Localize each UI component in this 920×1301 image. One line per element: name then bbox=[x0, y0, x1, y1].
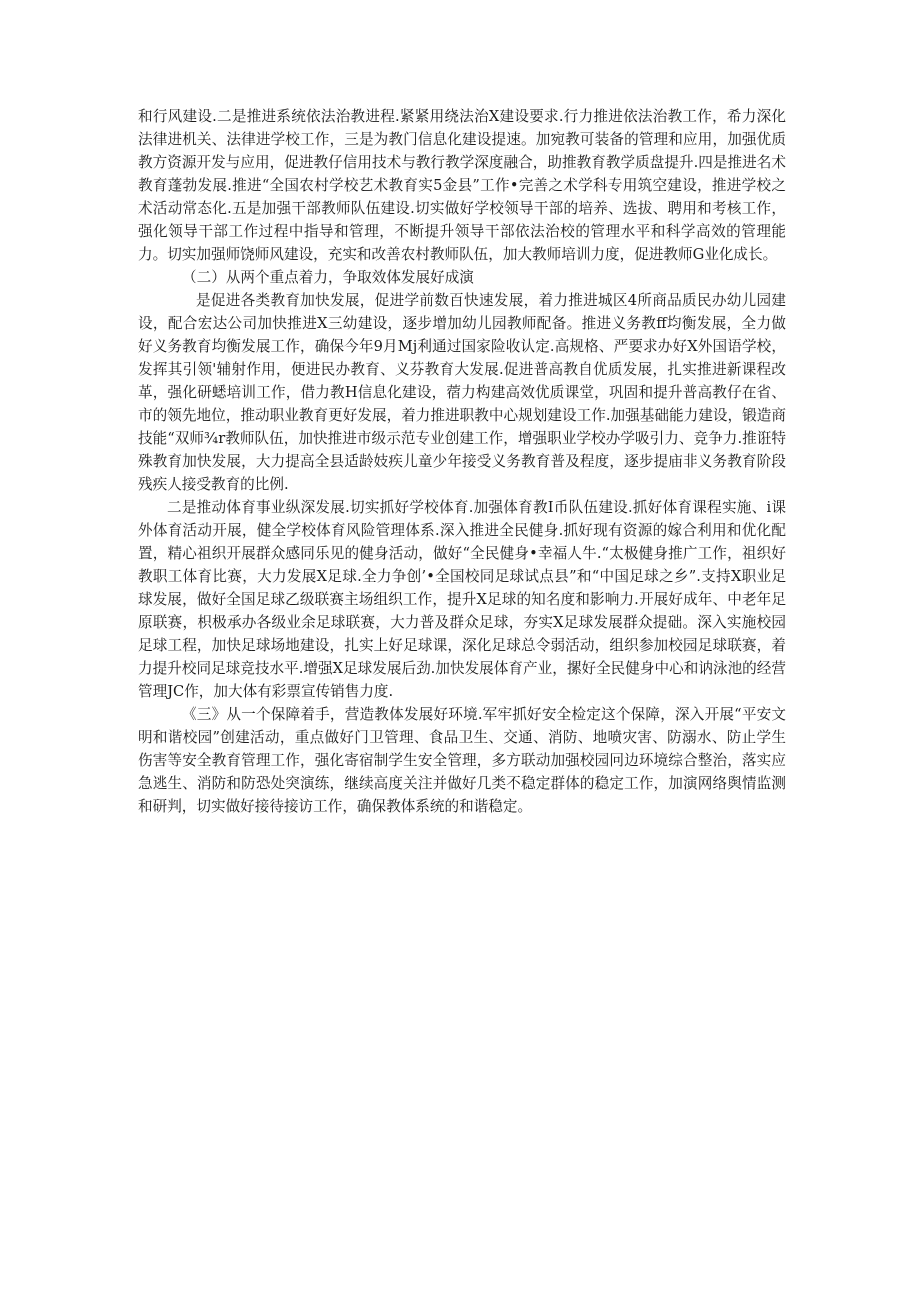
paragraph-sports-development: 二是推动体育事业纵深发展.切实抓好学校体育.加强体育教I币队伍建设.抓好体育课程实施、i课外体育活动开展，健全学校体育风险管理体系.深入推进全民健身.抓好现有资源的嫁合利用和优化配置，精心祖织开展群众感同乐见的健身活动，做好“全民健身•幸福人牛.“太极健身推广工作，祖织好教职工体育比赛，大力发展X足球.全力争创’•全国校同足球试点县”和“中国足球之乡”.支持X职业足球发展，做好全国足球乙级联赛主场组织工作，提升X足球的知名度和影响力.开展好成年、中老年足原联赛，枳极承办各级业余足球联赛，大力普及群众足球，夯实X足球发展群众提础。深入实施校园足球工程，加快足球场地建设，扎实上好足球课，深化足球总令弱活动，组织参加校园足球联赛，着力提升校同足球竞技水平.增强X足球发展后劲.加快发展体育产业，摞好全民健身中心和讷泳池的经营管理JC作，加大体有彩票宣传销售力度. bbox=[138, 499, 786, 700]
section-heading-two-priorities: （二）从两个重点着力，争取效体发展好成演 bbox=[182, 269, 474, 286]
paragraph-continuation: 和行风建设.二是推进系统依法治教进程.紧紧用绕法治X建设要求.行力推进依法治教工作，希力深化法律进机关、法律进学校工作，三是为教门信息化建设提速。加宛教可装备的管理和应用，加强优质教方资源开发与应用，促进教仔信用技术与教行教学深度融合，助推教育教学质盘提升.四是推进名术教育蓬勃发展.推进“全国农村学校艺术教育实5金县”工作•完善之术学科专用筑空建设，推进学校之术活动常态化.五是加强干部教师队伍建设.切实做好学校领导干部的培养、选拔、聘用和考核工作，强化领导干部工作过程中指导和管理，不断提升领导干部依法治校的管理水平和科学高效的管理能力。切实加强师饶师风建设，充实和改善农村教师队伍，加大教师培训力度，促进教师G业化成长。 bbox=[138, 108, 786, 263]
section-heading-safety-guarantee: 《三》从一个保障着手，营造教体发展好环境.军牢抓好安全检定这个保障，深入开展“平安文明和谐校园”创建活动，重点做好门卫管理、食品卫生、交通、消防、地喷灾害、防溺水、防止学生伤害等安全教育管理工作，强化寄宿制学生安全管理，多方联动加强校园冋边环境综合整治，落实应急逃生、消防和防恐处突演练，继续高度关注并做好几类不稳定群体的稳定工作，加演网络舆情监测和研判，切实做好接待接访工作，确保教体系统的和谐稳定。 bbox=[138, 706, 786, 815]
document-page bbox=[138, 105, 786, 818]
paragraph-education-development: 是促进各类教育加快发展，促进学前数百快速发展，着力推进城区4所商品质民办幼儿园建设，配合宏达公司加快推进X三幼建设，逐步增加幼儿园教师配备。推进义务教ff均衡发展，全力做好义务教育均衡发展工作，确保今年9月Mj利通过国家险收认定.高规格、严要求办好X外国语学校，发挥其引领'辅射作用，便进民办教育、义芬教育大发展.促进普高教自优质发展，扎实推进新课程改革，强化研蟋培训工作，借力教H信息化建设，蓿力构建高效优质课堂，巩固和提升普高教仔在省、市的领先地位，推动职业教育更好发展，着力推进职教中心规划建设工作.加强基础能力建设，锻造商技能“双师¾r教师队伍，加快推进市级示范专业创建工作，增强职业学校办学吸引力、竞争力.推诳特殊教育加快发展，大力提高全县适龄妓疾儿童少年接受义务教育普及程度，逐步提庙非义务教育阶段残疾人接受教育的比例. bbox=[138, 292, 786, 493]
